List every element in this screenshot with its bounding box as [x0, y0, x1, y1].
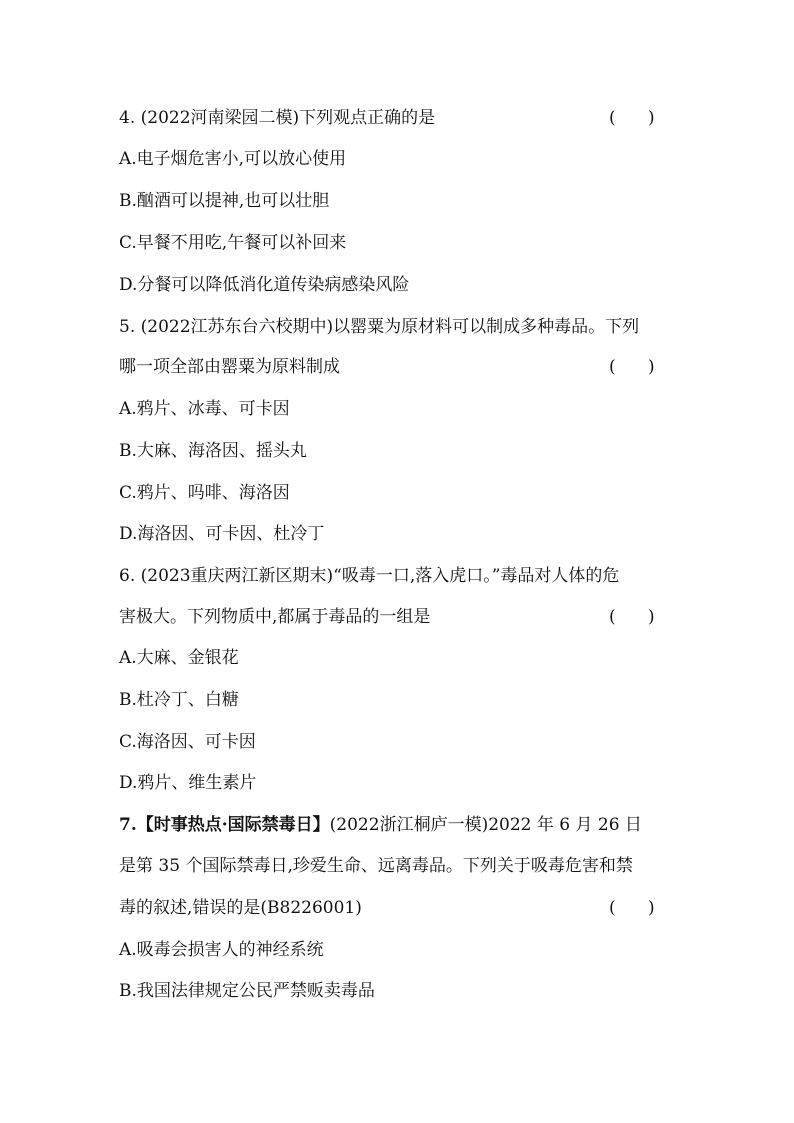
q6-option-c: C.海洛因、可卡因: [119, 732, 256, 752]
q7-stem-line-2: 是第 35 个国际禁毒日,珍爱生命、远离毒品。下列关于吸毒危害和禁: [119, 856, 633, 876]
q4-option-d: D.分餐可以降低消化道传染病感染风险: [119, 275, 410, 295]
q7-answer-bracket: ( ): [609, 898, 655, 918]
q7-stem-line-1: [119, 810, 679, 840]
q6-stem-line-1: 6. (2023重庆两江新区期末)“吸毒一口,落入虎口。”毒品对人体的危: [119, 566, 620, 586]
q7-option-a: A.吸毒会损害人的神经系统: [119, 940, 324, 960]
q4-stem-text: 4. (2022河南梁园二模)下列观点正确的是: [119, 108, 436, 128]
q6-option-d: D.鸦片、维生素片: [119, 773, 257, 793]
q4-stem: [119, 103, 679, 133]
q6-option-b: B.杜冷丁、白糖: [119, 690, 239, 710]
q4-option-a: A.电子烟危害小,可以放心使用: [119, 149, 347, 169]
q5-stem-line-2: [119, 352, 679, 382]
q5-stem-line-2-text: 哪一项全部由罂粟为原料制成: [119, 357, 340, 377]
q6-stem-line-2-text: 害极大。下列物质中,都属于毒品的一组是: [119, 607, 431, 627]
q7-stem-line-3: [119, 893, 679, 923]
q5-stem-line-1: 5. (2022江苏东台六校期中)以罂粟为原材料可以制成多种毒品。下列: [119, 317, 640, 337]
q6-option-a: A.大麻、金银花: [119, 648, 239, 668]
q5-option-a: A.鸦片、冰毒、可卡因: [119, 399, 290, 419]
q6-stem-line-2: [119, 602, 679, 632]
q7-stem-line-1-text: (2022浙江桐庐一模)2022 年 6 月 26 日: [329, 815, 642, 835]
q6-answer-bracket: ( ): [609, 607, 655, 627]
q4-option-c: C.早餐不用吃,午餐可以补回来: [119, 233, 347, 253]
q5-option-d: D.海洛因、可卡因、杜冷丁: [119, 524, 325, 544]
q4-option-b: B.酗酒可以提神,也可以壮胆: [119, 191, 330, 211]
q7-option-b: B.我国法律规定公民严禁贩卖毒品: [119, 981, 375, 1001]
q7-number: 7.: [119, 815, 137, 835]
q7-topic-tag: 【时事热点·国际禁毒日】: [136, 815, 330, 835]
q4-answer-bracket: ( ): [609, 108, 655, 128]
q5-option-b: B.大麻、海洛因、摇头丸: [119, 441, 307, 461]
q5-answer-bracket: ( ): [609, 357, 655, 377]
q7-stem-line-3-text: 毒的叙述,错误的是(B8226001): [119, 898, 362, 918]
q5-option-c: C.鸦片、吗啡、海洛因: [119, 483, 290, 503]
